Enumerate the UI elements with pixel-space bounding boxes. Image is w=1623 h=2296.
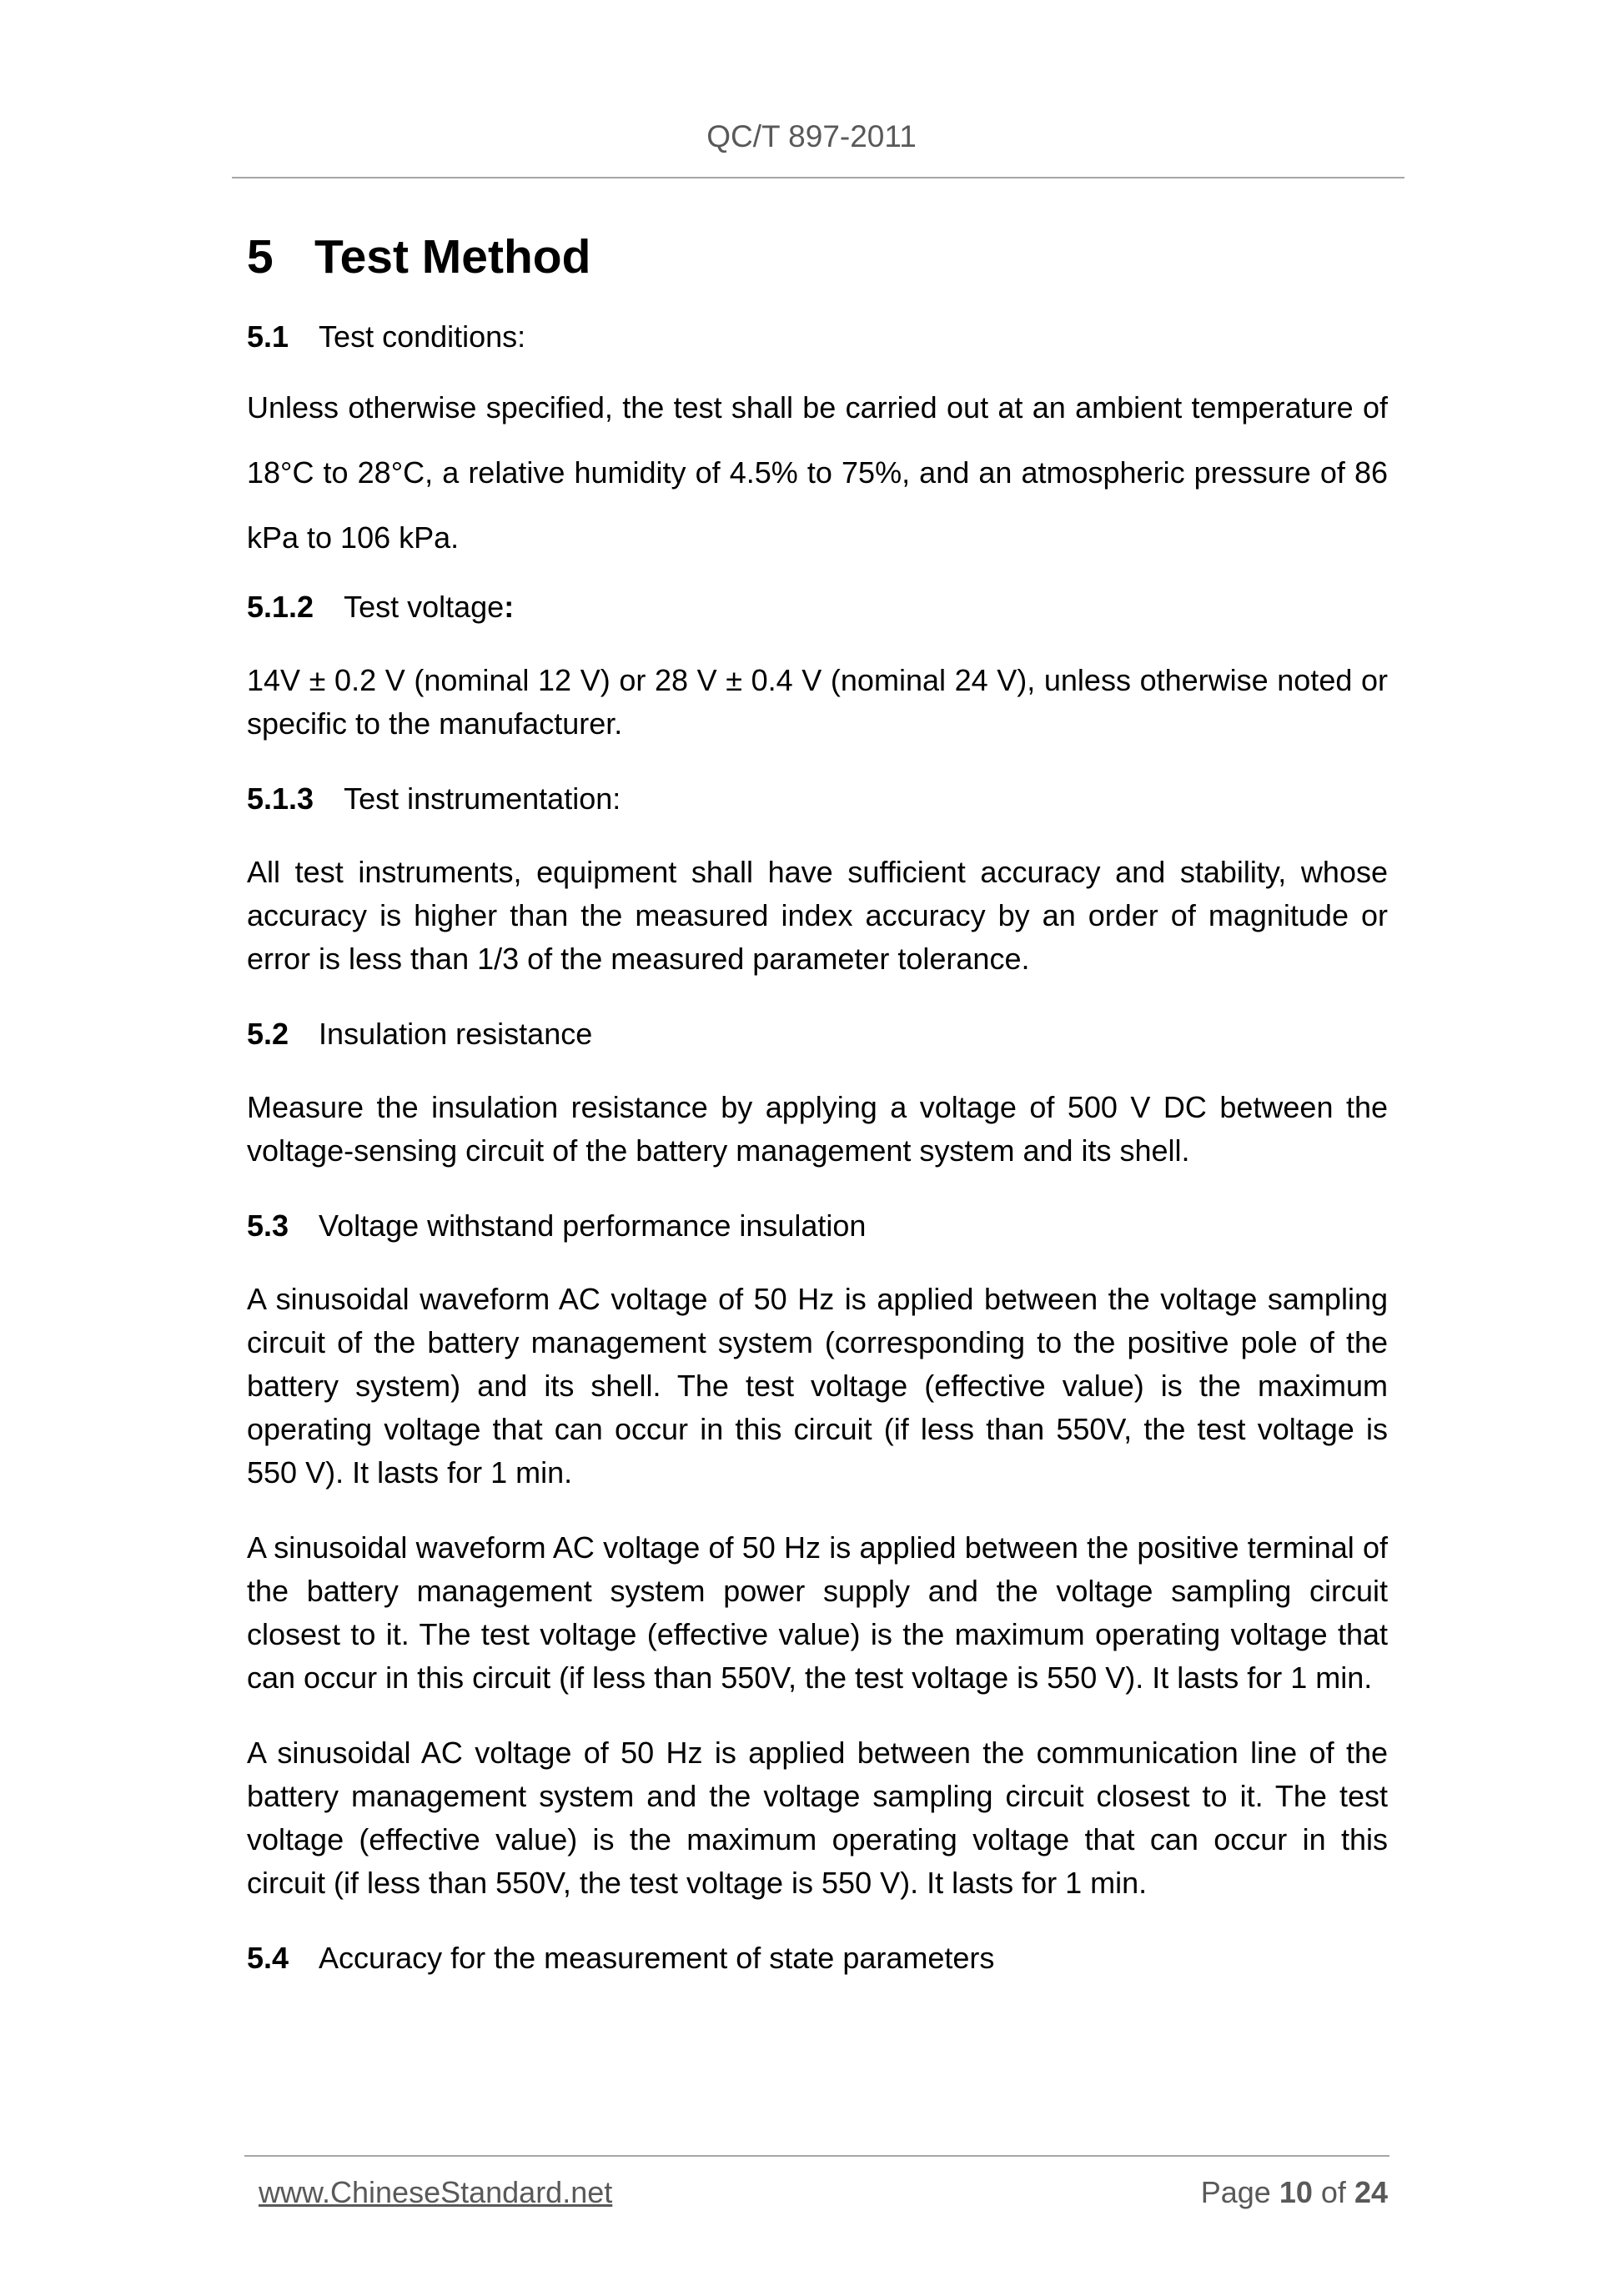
header-divider [232,177,1404,178]
subsection-title: Test instrumentation: [344,781,621,816]
subsection-number: 5.4 [247,1941,289,1975]
subsection-number: 5.1.2 [247,590,314,624]
subsection-5-4-heading [247,1937,1388,1980]
subsection-5-3-heading [247,1204,1388,1248]
test-voltage-paragraph: 14V ± 0.2 V (nominal 12 V) or 28 V ± 0.4 V (nominal 24 V), unless otherwise noted or specific to the manufacturer. [247,663,1388,741]
document-header-id: QC/T 897-2011 [706,119,917,153]
voltage-withstand-paragraph-3: A sinusoidal AC voltage of 50 Hz is applied between the communication line of the battery management system and the voltage sampling circuit closest to it. The test voltage (effective value) is the maximum operating voltage that can occur in this circuit (if less than 550V, the test voltage is 550 V). It lasts for 1 min. [247,1736,1388,1900]
test-instrumentation-paragraph: All test instruments, equipment shall have sufficient accuracy and stability, whose accuracy is higher than the measured index accuracy by an order of magnitude or error is less than 1/3 of the measured parameter tolerance. [247,855,1388,976]
page-content [247,224,1388,2010]
subsection-title: Insulation resistance [319,1017,593,1051]
current-page: 10 [1279,2175,1313,2209]
subsection-title: Test voltage [344,590,505,624]
voltage-withstand-paragraph-1: A sinusoidal waveform AC voltage of 50 Hz is applied between the voltage sampling circuit of the battery management system (corresponding to the positive pole of the battery system) and its shell. The test voltage (effective value) is the maximum operating voltage that can occur in this circuit (if less than 550V, the test voltage is 550 V). It lasts for 1 min. [247,1282,1388,1490]
subsection-5-2-heading [247,1012,1388,1056]
total-pages: 24 [1354,2175,1388,2209]
page-label: Page [1200,2175,1271,2209]
website-link[interactable]: www.ChineseStandard.net [259,2175,613,2209]
footer-divider [244,2155,1389,2157]
insulation-resistance-paragraph: Measure the insulation resistance by applying a voltage of 500 V DC between the voltage-sensing circuit of the battery management system and its shell. [247,1090,1388,1168]
subsection-5-1-heading [247,315,1388,359]
subsection-5-1-2-heading [247,585,1388,629]
subsection-title: Voltage withstand performance insulation [319,1208,867,1243]
subsection-5-1-3-heading [247,777,1388,821]
test-conditions-paragraph: Unless otherwise specified, the test shall be carried out at an ambient temperature of 18°C to 28°C, a relative humidity of 4.5% to 75%, and an atmospheric pressure of 86 kPa to 106 kPa. [247,390,1388,555]
subsection-title: Accuracy for the measurement of state parameters [319,1941,995,1975]
subsection-number: 5.3 [247,1208,289,1243]
subsection-number: 5.2 [247,1017,289,1051]
subsection-title: Test conditions: [319,319,526,354]
page-of-label: of [1320,2175,1346,2209]
subsection-number: 5.1 [247,319,289,354]
page-number [1201,2175,1388,2210]
section-number: 5 [247,230,274,284]
section-5-heading [247,224,1388,290]
section-title: Test Method [314,230,591,284]
heading-colon: : [504,590,515,624]
subsection-number: 5.1.3 [247,781,314,816]
voltage-withstand-paragraph-2: A sinusoidal waveform AC voltage of 50 Hz is applied between the positive terminal of the battery management system power supply and the voltage sampling circuit closest to it. The test voltage (effective value) is the maximum operating voltage that can occur in this circuit (if less than 550V, the test voltage is 550 V). It lasts for 1 min. [247,1530,1388,1695]
